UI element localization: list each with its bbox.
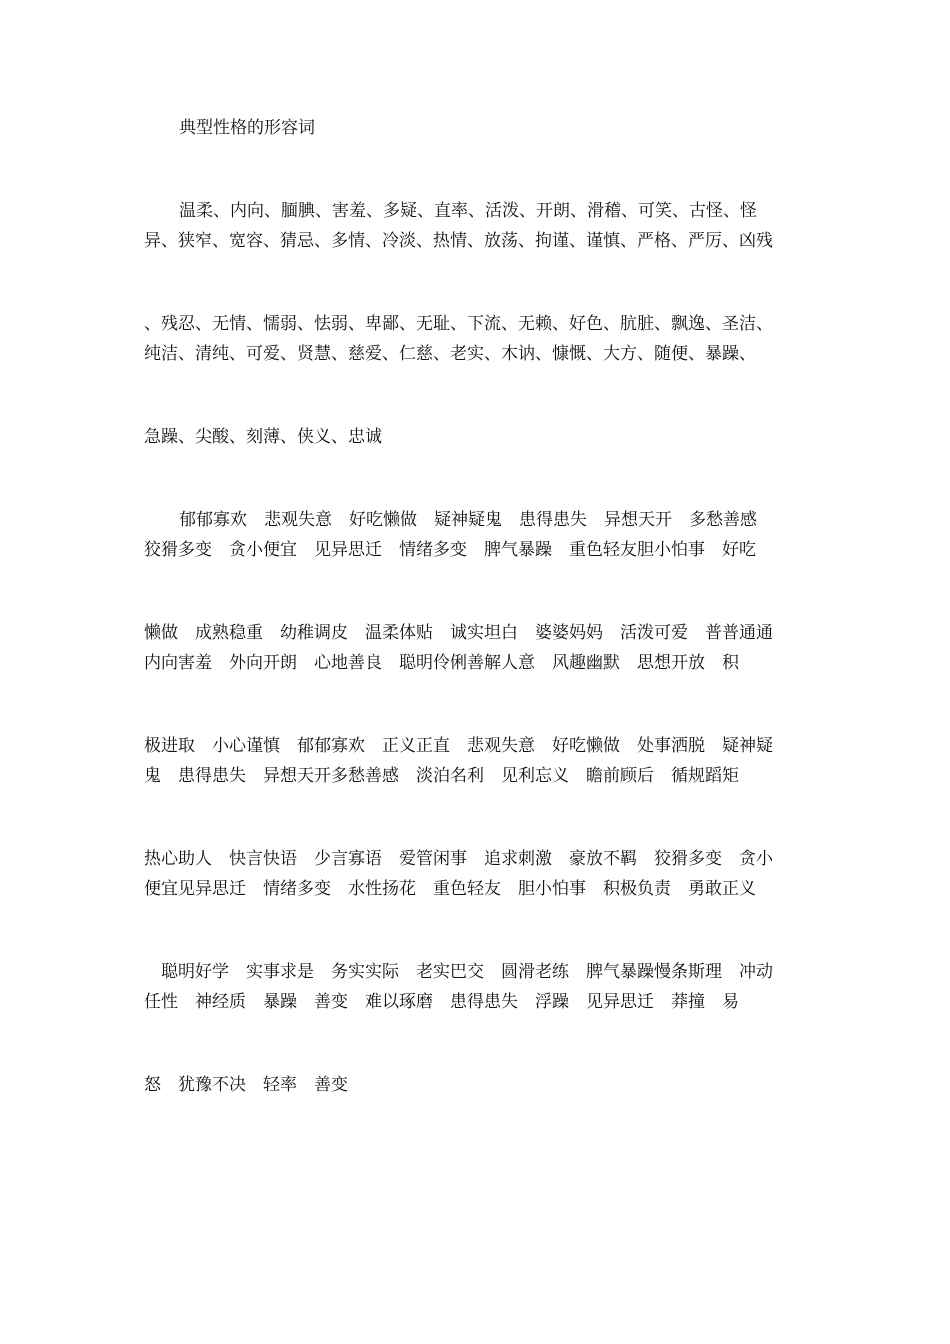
text-line: 怒 犹豫不决 轻率 善变 <box>144 1075 348 1095</box>
text-line: 急躁、尖酸、刻薄、侠义、忠诚 <box>144 427 382 447</box>
text-line: 纯洁、清纯、可爱、贤慧、慈爱、仁慈、老实、木讷、慷慨、大方、随便、暴躁、 <box>144 344 756 364</box>
document-title: 典型性格的形容词 <box>179 118 315 138</box>
text-line: 鬼 患得患失 异想天开多愁善感 淡泊名利 见利忘义 瞻前顾后 循规蹈矩 <box>144 766 739 786</box>
text-line: 任性 神经质 暴躁 善变 难以琢磨 患得患失 浮躁 见异思迁 莽撞 易 <box>144 992 739 1012</box>
text-line: 内向害羞 外向开朗 心地善良 聪明伶俐善解人意 风趣幽默 思想开放 积 <box>144 653 739 673</box>
text-line: 郁郁寡欢 悲观失意 好吃懒做 疑神疑鬼 患得患失 异想天开 多愁善感 <box>179 510 757 530</box>
text-line: 、残忍、无情、懦弱、怯弱、卑鄙、无耻、下流、无赖、好色、肮脏、飘逸、圣洁、 <box>144 314 773 334</box>
text-line: 狡猾多变 贪小便宜 见异思迁 情绪多变 脾气暴躁 重色轻友胆小怕事 好吃 <box>144 540 756 560</box>
text-line: 温柔、内向、腼腆、害羞、多疑、直率、活泼、开朗、滑稽、可笑、古怪、怪 <box>179 201 757 221</box>
text-line: 异、狭窄、宽容、猜忌、多情、冷淡、热情、放荡、拘谨、谨慎、严格、严厉、凶残 <box>144 231 773 251</box>
text-line: 懒做 成熟稳重 幼稚调皮 温柔体贴 诚实坦白 婆婆妈妈 活泼可爱 普普通通 <box>144 623 773 643</box>
text-line: 便宜见异思迁 情绪多变 水性扬花 重色轻友 胆小怕事 积极负责 勇敢正义 <box>144 879 756 899</box>
text-line: 极进取 小心谨慎 郁郁寡欢 正义正直 悲观失意 好吃懒做 处事洒脱 疑神疑 <box>144 736 773 756</box>
text-line: 热心助人 快言快语 少言寡语 爱管闲事 追求刺激 豪放不羁 狡猾多变 贪小 <box>144 849 773 869</box>
text-line: 聪明好学 实事求是 务实实际 老实巴交 圆滑老练 脾气暴躁慢条斯理 冲动 <box>161 962 773 982</box>
